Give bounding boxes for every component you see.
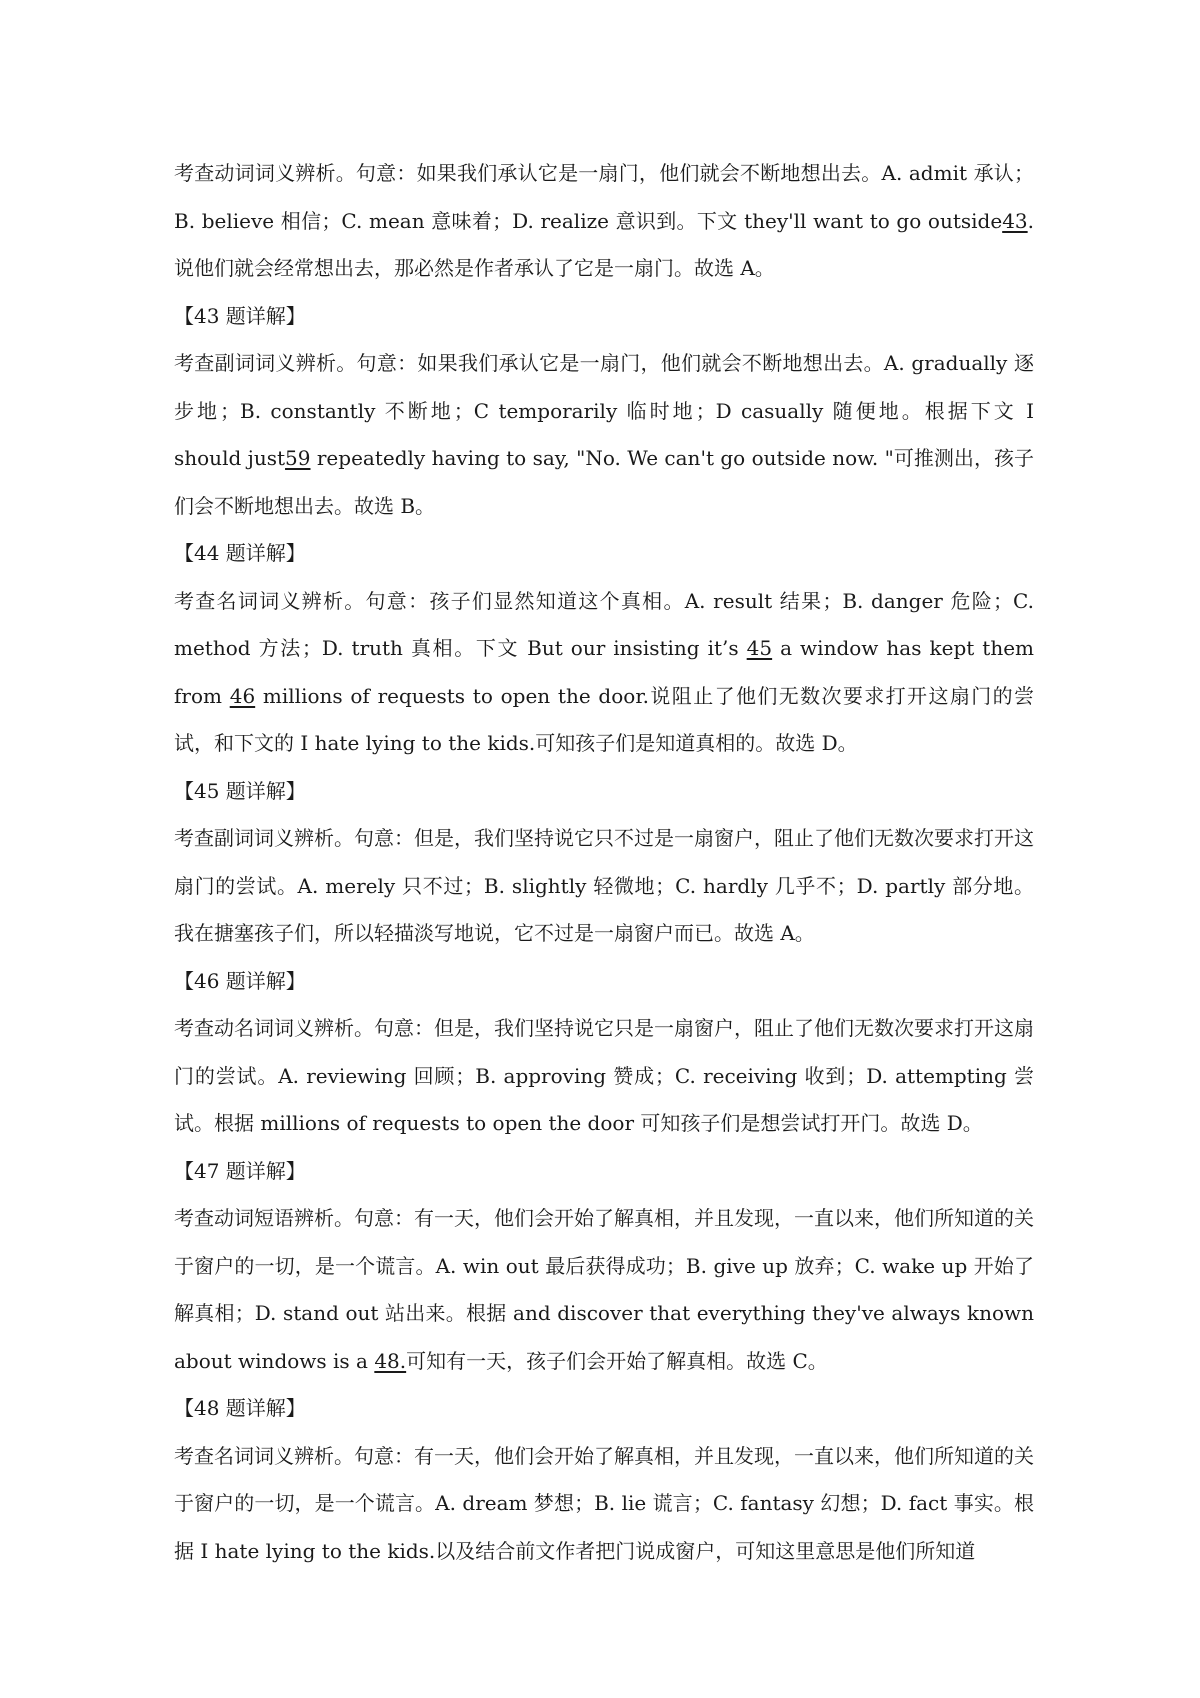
blank-number: 46 xyxy=(229,683,256,708)
text-run: 考查名词词义辨析。句意：孩子们显然知道这个真相。A. result 结果；B. danger 危险；C. method 方法；D. truth 真相。下文 But our insisting it’s xyxy=(174,588,1034,660)
text-run: 可知有一天，孩子们会开始了解真相。故选 C。 xyxy=(406,1348,828,1373)
explanation-43 xyxy=(174,340,1034,530)
text-run: .说他们就会经常想出去，那必然是作者承认了它是一扇门。故选 A。 xyxy=(174,208,1034,280)
text-run: repeatedly having to say, "No. We can't go outside now. "可推测出，孩子们会不断地想出去。故选 B。 xyxy=(174,446,1034,518)
heading-43: 【43 题详解】 xyxy=(174,303,306,328)
explanation-47 xyxy=(174,1195,1034,1385)
text-run: 考查副词词义辨析。句意：但是，我们坚持说它只不过是一扇窗户，阻止了他们无数次要求打开这扇门的尝试。A. merely 只不过；B. slightly 轻微地；C. hardly 几乎不；D. partly 部分地。我在搪塞孩子们，所以轻描淡写地说，它不过是一扇窗户而已。故选 A。 xyxy=(174,826,1034,945)
heading-45: 【45 题详解】 xyxy=(174,778,306,803)
explanation-44 xyxy=(174,578,1034,768)
document-page xyxy=(174,150,1034,1575)
text-run: 考查动名词词义辨析。句意：但是，我们坚持说它只是一扇窗户，阻止了他们无数次要求打开这扇门的尝试。A. reviewing 回顾；B. approving 赞成；C. receiving 收到；D. attempting 尝试。根据 millions of requests to open the door 可知孩子们是想尝试打开门。故选 D。 xyxy=(174,1016,1034,1135)
heading-46: 【46 题详解】 xyxy=(174,968,306,993)
explanation-45 xyxy=(174,815,1034,958)
text-run: 考查动词词义辨析。句意：如果我们承认它是一扇门，他们就会不断地想出去。A. admit 承认；B. believe 相信；C. mean 意味着；D. realize 意识到。下文 they'll want to go outside xyxy=(174,161,1034,233)
text-run: a window has kept them from xyxy=(174,636,1035,708)
blank-number: 43 xyxy=(1002,208,1028,233)
explanation-48 xyxy=(174,1433,1034,1576)
text-run: millions of requests to open the door.说阻止了他们无数次要求打开这扇门的尝试，和下文的 I hate lying to the kids.可知孩子们是知道真相的。故选 D。 xyxy=(174,683,1034,755)
text-run: 考查名词词义辨析。句意：有一天，他们会开始了解真相，并且发现，一直以来，他们所知道的关于窗户的一切，是一个谎言。A. dream 梦想；B. lie 谎言；C. fantasy 幻想；D. fact 事实。根据 I hate lying to the kids.以及结合前文作者把门说成窗户，可知这里意思是他们所知道 xyxy=(174,1443,1034,1563)
text-run: 考查副词词义辨析。句意：如果我们承认它是一扇门，他们就会不断地想出去。A. gradually 逐步地；B. constantly 不断地；C temporarily 临时地；D casually 随便地。根据下文 I should just xyxy=(174,351,1034,470)
blank-number: 48. xyxy=(374,1348,407,1373)
blank-number: 59 xyxy=(285,446,311,470)
heading-48: 【48 题详解】 xyxy=(174,1396,306,1420)
heading-47: 【47 题详解】 xyxy=(174,1158,306,1183)
heading-44: 【44 题详解】 xyxy=(174,541,306,565)
text-run: 考查动词短语辨析。句意：有一天，他们会开始了解真相，并且发现，一直以来，他们所知道的关于窗户的一切，是一个谎言。A. win out 最后获得成功；B. give up 放弃；C. wake up 开始了解真相；D. stand out 站出来。根据 and discover that everything they've always known about windows is a xyxy=(174,1206,1034,1373)
explanation-42 xyxy=(174,150,1034,293)
explanation-46 xyxy=(174,1005,1034,1148)
blank-number: 45 xyxy=(746,636,773,660)
